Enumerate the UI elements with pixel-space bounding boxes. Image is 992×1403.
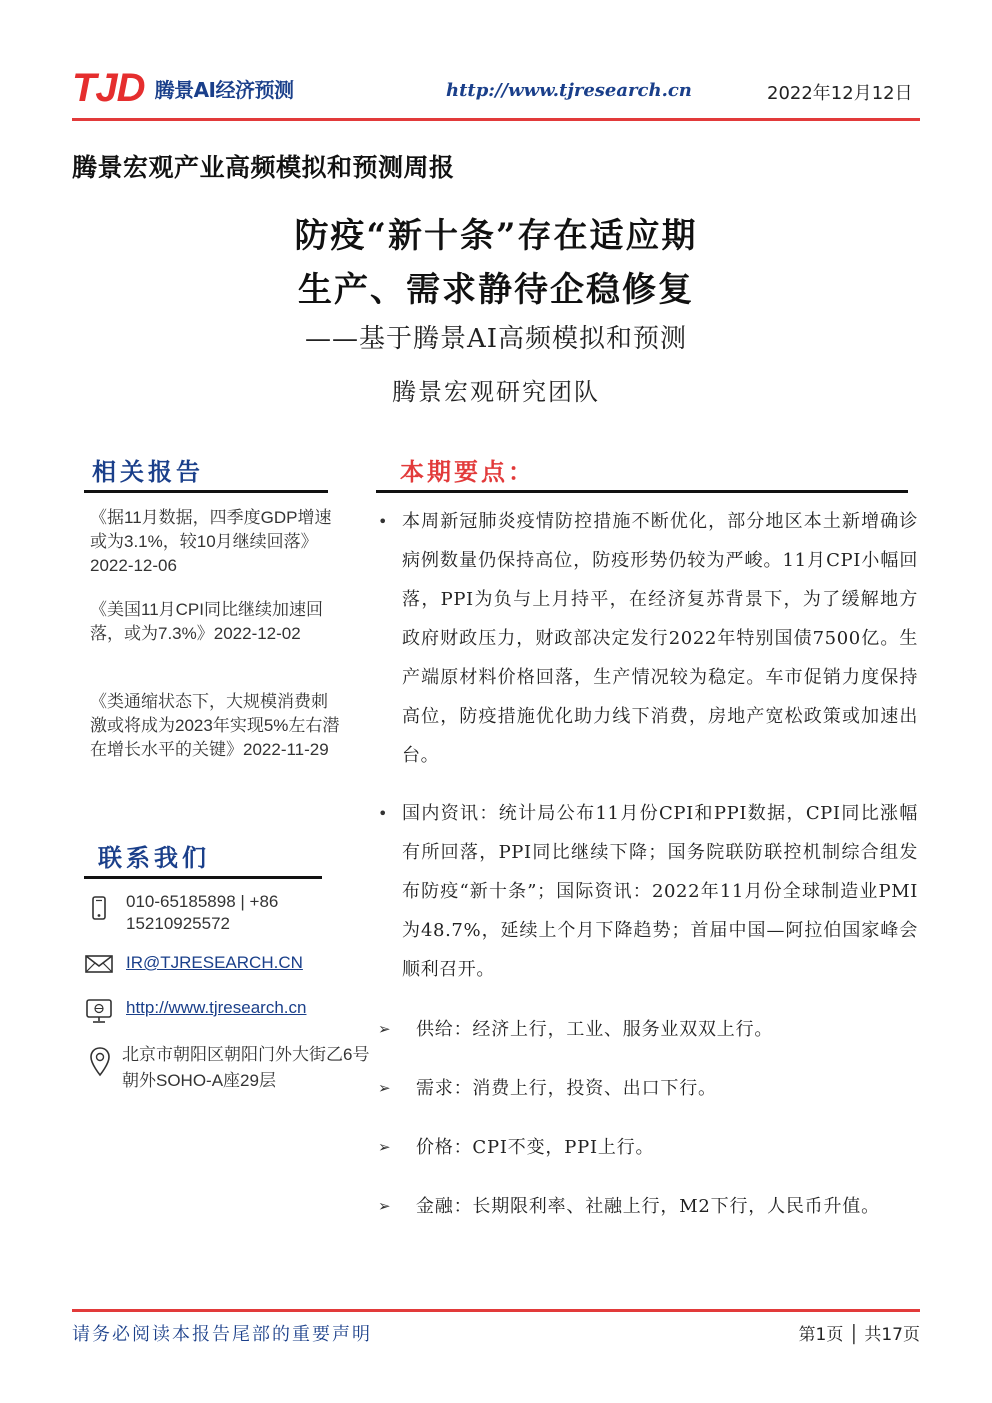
related-report-item[interactable]: 《美国11月CPI同比继续加速回落，或为7.3%》2022-12-02 bbox=[90, 600, 323, 643]
contact-phone: 010-65185898 | +86 15210925572 bbox=[126, 892, 279, 933]
logo-text: 腾景AI经济预测 bbox=[154, 77, 294, 102]
footer-disclaimer: 请务必阅读本报告尾部的重要声明 bbox=[72, 1324, 372, 1345]
contact-website-link[interactable]: http://www.tjresearch.cn bbox=[126, 998, 307, 1017]
arrow-bullet-icon: ➢ bbox=[378, 1020, 391, 1038]
series-title: 腾景宏观产业高频模拟和预测周报 bbox=[72, 153, 455, 182]
keypoint-arrow-item bbox=[378, 1010, 918, 1049]
keypoints-divider bbox=[376, 490, 908, 493]
mail-icon bbox=[84, 952, 114, 982]
keypoint-bullet bbox=[378, 794, 918, 989]
arrow-bullet-icon: ➢ bbox=[378, 1138, 391, 1156]
header-website-link[interactable]: http://www.tjresearch.cn bbox=[446, 80, 692, 101]
related-report-item[interactable]: 《类通缩状态下，大规模消费刺激或将成为2023年实现5%左右潜在增长水平的关键》2022-11-29 bbox=[90, 692, 340, 759]
headline-line-1: 防疫“新十条”存在适应期 bbox=[294, 216, 698, 256]
report-date: 2022年12月12日 bbox=[767, 83, 913, 104]
header-divider bbox=[72, 118, 920, 121]
keypoint-text: 国内资讯：统计局公布11月份CPI和PPI数据，CPI同比涨幅有所回落，PPI同比继续下降；国务院联防联控机制综合组发布防疫“新十条”；国际资讯：2022年11月份全球制造业PMI为48.7%，延续上个月下降趋势；首届中国—阿拉伯国家峰会顺利召开。 bbox=[402, 803, 918, 980]
contact-email-link[interactable]: IR@TJRESEARCH.CN bbox=[126, 953, 303, 972]
logo-mark: TJD bbox=[72, 66, 145, 110]
related-reports-heading: 相关报告 bbox=[92, 457, 204, 486]
keypoint-arrow-item bbox=[378, 1128, 918, 1167]
arrow-bullet-icon: ➢ bbox=[378, 1079, 391, 1097]
arrow-item-text: 需求：消费上行，投资、出口下行。 bbox=[416, 1078, 717, 1099]
headline-line-2: 生产、需求静待企稳修复 bbox=[298, 270, 694, 310]
bullet-dot-icon: • bbox=[378, 512, 388, 531]
arrow-bullet-icon: ➢ bbox=[378, 1197, 391, 1215]
arrow-item-text: 供给：经济上行，工业、服务业双双上行。 bbox=[416, 1019, 774, 1040]
page-number: 第1页 │ 共17页 bbox=[798, 1325, 920, 1345]
keypoint-arrow-item bbox=[378, 1187, 918, 1226]
phone-icon bbox=[84, 894, 114, 924]
location-pin-icon bbox=[88, 1046, 118, 1076]
keypoint-bullet bbox=[378, 502, 918, 775]
footer-divider bbox=[72, 1309, 920, 1312]
keypoint-arrow-item bbox=[378, 1069, 918, 1108]
author-team: 腾景宏观研究团队 bbox=[392, 378, 600, 406]
bullet-dot-icon: • bbox=[378, 804, 388, 823]
related-reports-divider bbox=[84, 490, 328, 493]
arrow-item-text: 金融：长期限利率、社融上行，M2下行，人民币升值。 bbox=[416, 1196, 880, 1217]
keypoint-text: 本周新冠肺炎疫情防控措施不断优化，部分地区本土新增确诊病例数量仍保持高位，防疫形势仍较为严峻。11月CPI小幅回落，PPI为负与上月持平，在经济复苏背景下，为了缓解地方政府财政压力，财政部决定发行2022年特别国债7500亿。生产端原材料价格回落，生产情况较为稳定。车市促销力度保持高位，防疫措施优化助力线下消费，房地产宽松政策或加速出台。 bbox=[402, 511, 918, 766]
arrow-item-text: 价格：CPI不变，PPI上行。 bbox=[416, 1137, 655, 1158]
contact-heading: 联系我们 bbox=[98, 843, 210, 872]
contact-address: 北京市朝阳区朝阳门外大街乙6号朝外SOHO-A座29层 bbox=[122, 1045, 370, 1090]
related-report-item[interactable]: 《据11月数据，四季度GDP增速或为3.1%，较10月继续回落》2022-12-06 bbox=[90, 508, 332, 575]
company-logo bbox=[72, 66, 294, 110]
computer-icon bbox=[84, 996, 114, 1026]
contact-divider bbox=[84, 876, 322, 879]
report-subtitle: ——基于腾景AI高频模拟和预测 bbox=[304, 324, 688, 354]
keypoints-heading: 本期要点： bbox=[400, 457, 535, 486]
